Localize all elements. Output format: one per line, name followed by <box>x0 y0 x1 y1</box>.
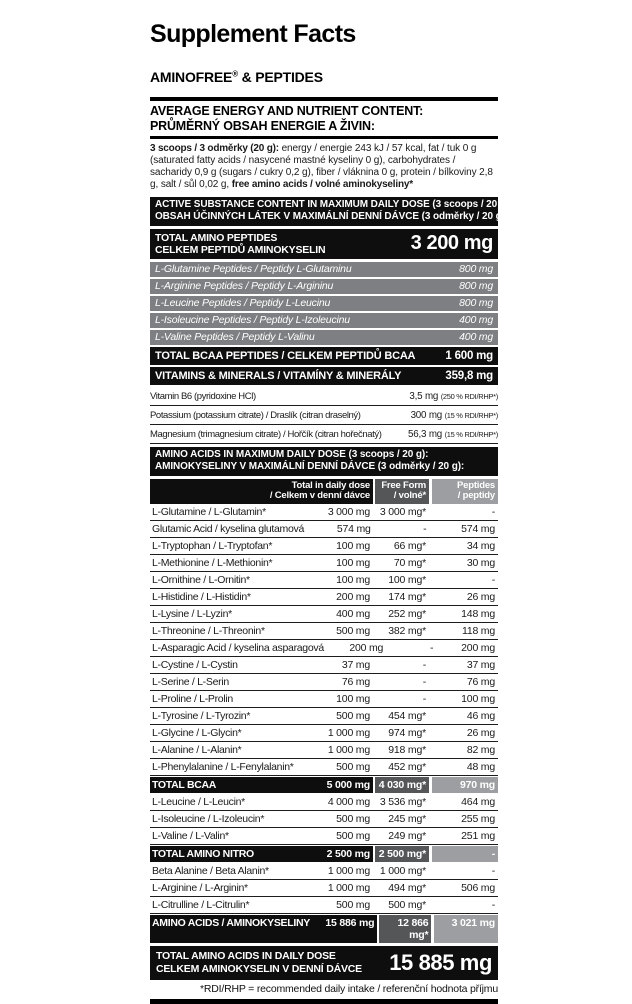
vitamins-minerals-value: 359,8 mg <box>445 369 493 382</box>
peptide-row <box>150 330 498 345</box>
amino-row <box>150 708 498 725</box>
amino-row <box>150 623 498 640</box>
active-heading-cz: OBSAH ÚČINNÝCH LÁTEK V MAXIMÁLNÍ DENNÍ DÁVCE (3 odměrky / 20 g): <box>155 211 509 223</box>
peptide-rows <box>150 262 498 345</box>
peptide-row-value: 800 mg <box>459 297 493 310</box>
amino-row-peptides: 48 mg <box>466 760 495 773</box>
amino-table-header <box>150 479 498 504</box>
amino-row-label: L-Citrulline / L-Citrulin* <box>152 898 250 911</box>
amino-row-free-form: 2 500 mg* <box>375 846 429 862</box>
peptide-row-label: L-Arginine Peptides / Peptidy L-Argininu <box>155 280 334 293</box>
amino-row-peptides: 251 mg <box>461 829 495 842</box>
total-peptides-en: TOTAL AMINO PEPTIDES <box>155 231 278 244</box>
amino-row <box>150 811 498 828</box>
amino-row-total: 100 mg <box>336 539 370 552</box>
amino-row-total: 100 mg <box>336 692 370 705</box>
vitamin-row <box>150 387 498 406</box>
amino-row-peptides: 255 mg <box>461 812 495 825</box>
amino-row-free-form: 245 mg* <box>388 812 426 825</box>
amino-row <box>150 725 498 742</box>
amino-row-label: L-Tryptophan / L-Tryptofan* <box>152 539 273 552</box>
amino-row-total: 15 886 mg <box>310 915 377 943</box>
amino-row-total: 500 mg <box>336 812 370 825</box>
amino-total-row <box>150 777 498 793</box>
column-total-l2: / Celkem v denní dávce <box>269 490 370 502</box>
vitamin-row-rdi: (15 % RDI/RHP*) <box>444 410 498 420</box>
amino-row-label: L-Alanine / L-Alanin* <box>152 743 242 756</box>
grand-total-label <box>156 950 362 976</box>
column-free-l1: Free Form <box>381 479 426 491</box>
amino-heading-cz: AMINOKYSELINY V MAXIMÁLNÍ DENNÍ DÁVCE (3 odměrky / 20 g): <box>155 461 465 473</box>
amino-row <box>150 880 498 897</box>
energy-heading-en: AVERAGE ENERGY AND NUTRIENT CONTENT: <box>150 104 424 118</box>
vitamin-row <box>150 406 498 425</box>
amino-row-free-form: - <box>422 675 426 688</box>
amino-row <box>150 589 498 606</box>
amino-row-label: Beta Alanine / Beta Alanin* <box>152 864 269 877</box>
amino-row-free-form: 494 mg* <box>388 881 426 894</box>
amino-row-peptides: - <box>491 864 495 877</box>
amino-row-label: L-Histidine / L-Histidin* <box>152 590 251 603</box>
peptide-row-value: 800 mg <box>459 280 493 293</box>
column-total-l1: Total in daily dose <box>291 479 370 491</box>
peptide-row <box>150 296 498 311</box>
total-amino-peptides-label <box>155 232 325 256</box>
amino-row-free-form: - <box>429 641 434 654</box>
amino-row-total: 500 mg <box>336 829 370 842</box>
amino-row-free-form: - <box>423 522 427 535</box>
amino-rows <box>150 504 498 943</box>
energy-paragraph <box>150 139 498 197</box>
vitamin-row-label: Magnesium (trimagnesium citrate) / Hořčík (citran hořečnatý) <box>150 428 382 440</box>
total-bcaa-peptides-value: 1 600 mg <box>445 349 493 362</box>
total-amino-peptides-value: 3 200 mg <box>410 232 493 255</box>
grand-total-cz: CELKEM AMINOKYSELIN V DENNÍ DÁVCE <box>156 962 362 975</box>
amino-row-free-form: 382 mg* <box>388 624 426 637</box>
amino-row-total: 100 mg <box>336 556 370 569</box>
total-bcaa-peptides-label: TOTAL BCAA PEPTIDES / CELKEM PEPTIDŮ BCAA <box>155 349 416 362</box>
peptide-row-label: L-Isoleucine Peptides / Peptidy L-Izoleucinu <box>155 314 350 327</box>
vitamin-row-value: 56,3 mg (15 % RDI/RHP*) <box>408 428 498 440</box>
amino-row-peptides: 574 mg <box>461 522 495 535</box>
amino-row-total: 500 mg <box>336 709 370 722</box>
peptide-row <box>150 279 498 294</box>
total-bcaa-peptides-bar <box>150 347 498 365</box>
amino-row-peptides: 200 mg <box>461 641 495 654</box>
vitamin-row-rdi: (250 % RDI/RHP*) <box>440 391 498 401</box>
rdi-footnote: *RDI/RHP = recommended daily intake / referenční hodnota příjmu <box>200 982 498 995</box>
amino-row-peptides: 76 mg <box>466 675 495 688</box>
serving-size: 3 scoops / 3 odměrky (20 g): <box>150 143 279 154</box>
vitamin-row <box>150 425 498 444</box>
vitamin-rows <box>150 387 498 444</box>
amino-row-label: L-Phenylalanine / L-Fenylalanin* <box>152 760 294 773</box>
amino-row-label: L-Ornithine / L-Ornitin* <box>152 573 250 586</box>
column-free-form <box>375 479 429 504</box>
amino-row-peptides: 118 mg <box>461 624 495 637</box>
column-pept-l2: / peptidy <box>457 490 495 502</box>
amino-row-peptides: - <box>491 505 495 518</box>
divider-bottom <box>150 999 498 1004</box>
amino-row-total: 37 mg <box>341 658 370 671</box>
amino-row-free-form: 174 mg* <box>388 590 426 603</box>
amino-row-label: TOTAL AMINO NITRO <box>150 846 303 862</box>
amino-row-peptides: 506 mg <box>461 881 495 894</box>
amino-row-label: TOTAL BCAA <box>150 777 303 793</box>
amino-row-peptides: 464 mg <box>461 795 495 808</box>
amino-row-total: 5 000 mg <box>303 777 373 793</box>
amino-row-peptides: 100 mg <box>461 692 495 705</box>
amino-row-total: 76 mg <box>341 675 370 688</box>
amino-row-free-form: 66 mg* <box>393 539 426 552</box>
amino-row-label: L-Lysine / L-Lyzin* <box>152 607 232 620</box>
active-heading-en: ACTIVE SUBSTANCE CONTENT IN MAXIMUM DAILY DOSE (3 scoops / 20 g): <box>155 198 513 210</box>
amino-row-label: L-Asparagic Acid / kyselina asparagová <box>152 641 324 654</box>
amino-row <box>150 504 498 521</box>
amino-row-free-form: - <box>422 658 426 671</box>
amino-row-free-form: 3 536 mg* <box>379 795 426 808</box>
vitamins-minerals-label: VITAMINS & MINERALS / VITAMÍNY & MINERÁLY <box>155 369 402 382</box>
total-peptides-cz: CELKEM PEPTIDŮ AMINOKYSELIN <box>155 243 326 256</box>
amino-row-total: 200 mg <box>336 590 370 603</box>
energy-heading-cz: PRŮMĚRNÝ OBSAH ENERGIE A ŽIVIN: <box>150 119 375 133</box>
amino-row-total: 4 000 mg <box>327 795 370 808</box>
page-title: Supplement Facts <box>150 20 356 48</box>
amino-row-label: L-Threonine / L-Threonin* <box>152 624 265 637</box>
amino-row-total: 2 500 mg <box>303 846 373 862</box>
amino-row <box>150 674 498 691</box>
column-peptides <box>432 479 498 504</box>
amino-row-label: L-Glycine / L-Glycin* <box>152 726 242 739</box>
amino-row-label: L-Glutamine / L-Glutamin* <box>152 505 266 518</box>
amino-row-peptides: 30 mg <box>466 556 495 569</box>
registered-mark: ® <box>232 69 238 79</box>
peptide-row-label: L-Valine Peptides / Peptidy L-Valinu <box>155 331 315 344</box>
column-free-l2: / volné* <box>393 490 426 502</box>
amino-row-total: 400 mg <box>336 607 370 620</box>
amino-row-total: 3 000 mg <box>327 505 370 518</box>
amino-row-peptides: 26 mg <box>466 726 495 739</box>
amino-row-total: 500 mg <box>336 898 370 911</box>
amino-row <box>150 897 498 914</box>
grand-total-en: TOTAL AMINO ACIDS IN DAILY DOSE <box>156 949 336 962</box>
amino-row-peptides: 37 mg <box>466 658 495 671</box>
amino-row <box>150 759 498 776</box>
amino-row-total: 1 000 mg <box>327 743 370 756</box>
amino-row <box>150 606 498 623</box>
amino-row-peptides: 3 021 mg <box>434 915 498 943</box>
amino-row-total: 500 mg <box>336 760 370 773</box>
amino-total-row <box>150 915 498 943</box>
amino-row-free-form: 452 mg* <box>388 760 426 773</box>
amino-row-free-form: 70 mg* <box>393 556 426 569</box>
amino-row-peptides: - <box>491 573 495 586</box>
supplement-facts-label <box>150 0 513 1004</box>
amino-row-label: L-Proline / L-Prolin <box>152 692 233 705</box>
amino-row-free-form: 454 mg* <box>388 709 426 722</box>
amino-row <box>150 572 498 589</box>
amino-row <box>150 555 498 572</box>
amino-row-label: L-Cystine / L-Cystin <box>152 658 238 671</box>
amino-row <box>150 640 498 657</box>
amino-row-peptides: 82 mg <box>466 743 495 756</box>
vitamin-row-label: Vitamin B6 (pyridoxine HCl) <box>150 390 256 402</box>
amino-row-free-form: 12 866 mg* <box>379 915 431 943</box>
amino-row <box>150 742 498 759</box>
peptide-row <box>150 262 498 277</box>
amino-row-label: L-Isoleucine / L-Izoleucin* <box>152 812 265 825</box>
amino-row-peptides: 34 mg <box>466 539 495 552</box>
vitamin-row-value: 300 mg (15 % RDI/RHP*) <box>410 409 498 421</box>
column-total-daily-dose <box>150 479 373 504</box>
amino-row-free-form: 252 mg* <box>388 607 426 620</box>
amino-row-free-form: - <box>422 692 426 705</box>
amino-row-total: 200 mg <box>349 641 384 654</box>
amino-row-label: L-Serine / L-Serin <box>152 675 229 688</box>
amino-row-total: 1 000 mg <box>327 726 370 739</box>
amino-row-free-form: 100 mg* <box>388 573 426 586</box>
peptide-row-value: 400 mg <box>459 314 493 327</box>
amino-row-label: L-Arginine / L-Arginin* <box>152 881 248 894</box>
peptide-row-value: 400 mg <box>459 331 493 344</box>
amino-row-peptides: - <box>491 898 495 911</box>
amino-row-peptides: 148 mg <box>461 607 495 620</box>
amino-row-label: L-Tyrosine / L-Tyrozin* <box>152 709 251 722</box>
amino-heading-en: AMINO ACIDS IN MAXIMUM DAILY DOSE (3 scoops / 20 g): <box>155 448 429 460</box>
amino-row-label: AMINO ACIDS / AMINOKYSELINY <box>150 915 310 943</box>
grand-total-value: 15 885 mg <box>389 949 492 975</box>
amino-row-label: L-Valine / L-Valin* <box>152 829 229 842</box>
amino-row <box>150 863 498 880</box>
amino-row <box>150 828 498 845</box>
free-amino-note: free amino acids / volné aminokyseliny* <box>231 178 413 190</box>
amino-row-free-form: 4 030 mg* <box>375 777 429 793</box>
vitamin-row-rdi: (15 % RDI/RHP*) <box>444 429 498 439</box>
amino-total-row <box>150 846 498 862</box>
amino-row-label: L-Leucine / L-Leucin* <box>152 795 245 808</box>
amino-row <box>150 794 498 811</box>
amino-row-free-form: 1 000 mg* <box>379 864 426 877</box>
peptide-row-label: L-Leucine Peptides / Peptidy L-Leucinu <box>155 297 331 310</box>
amino-row-total: 1 000 mg <box>327 881 370 894</box>
amino-row-free-form: 249 mg* <box>388 829 426 842</box>
amino-row-free-form: 918 mg* <box>388 743 426 756</box>
peptide-row-label: L-Glutamine Peptides / Peptidy L-Glutaminu <box>155 263 352 276</box>
amino-row-free-form: 3 000 mg* <box>379 505 426 518</box>
amino-row-free-form: 500 mg* <box>388 898 426 911</box>
vitamin-row-value: 3,5 mg (250 % RDI/RHP*) <box>409 390 498 402</box>
amino-row-label: Glutamic Acid / kyselina glutamová <box>152 522 305 535</box>
peptide-row <box>150 313 498 328</box>
energy-section-heading <box>150 101 498 139</box>
amino-row <box>150 691 498 708</box>
grand-total-bar <box>150 946 498 980</box>
amino-row-free-form: 974 mg* <box>388 726 426 739</box>
amino-row-peptides: - <box>432 846 498 862</box>
amino-row <box>150 657 498 674</box>
amino-row-peptides: 46 mg <box>466 709 495 722</box>
amino-row <box>150 521 498 538</box>
column-pept-l1: Peptides <box>457 479 495 491</box>
amino-row-label: L-Methionine / L-Methionin* <box>152 556 273 569</box>
amino-row-total: 574 mg <box>336 522 371 535</box>
amino-row-total: 100 mg <box>336 573 370 586</box>
amino-row-peptides: 26 mg <box>466 590 495 603</box>
amino-acids-heading <box>150 447 498 476</box>
brand-rest: & PEPTIDES <box>237 69 323 85</box>
product-name <box>150 69 498 85</box>
brand-name: AMINOFREE <box>150 69 233 85</box>
amino-row-total: 500 mg <box>336 624 370 637</box>
total-amino-peptides-bar <box>150 229 498 259</box>
vitamins-minerals-bar <box>150 367 498 385</box>
amino-row-total: 1 000 mg <box>327 864 370 877</box>
vitamin-row-label: Potassium (potassium citrate) / Draslík (citran draselný) <box>150 409 361 421</box>
peptide-row-value: 800 mg <box>459 263 493 276</box>
amino-row-peptides: 970 mg <box>432 777 498 793</box>
nutrient-values: energy / energie 243 kJ / 57 kcal, fat / tuk 0 g (saturated fatty acids / nasycené mastné kyseliny 0 g), carbohydrates / sacharidy 0,9 g (sugars / cukry 0,2 g), fiber / vláknina 0 g, protein / bílkoviny 2,8 g, salt / sůl 0,02 g, <box>150 143 493 190</box>
active-substance-heading <box>150 197 513 226</box>
amino-row <box>150 538 498 555</box>
